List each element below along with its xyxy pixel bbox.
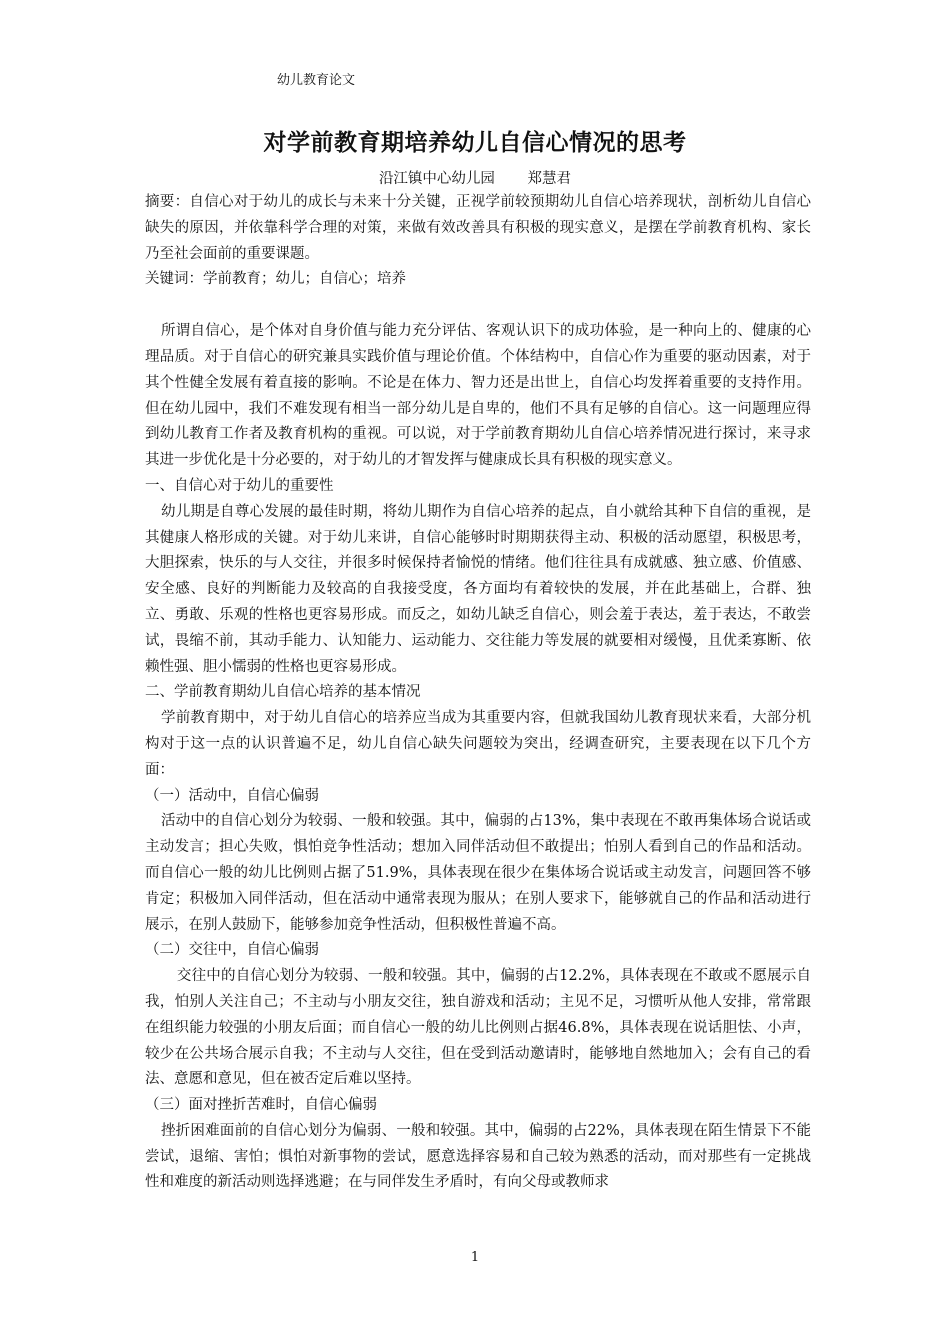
byline xyxy=(0,167,950,188)
school-name: 沿江镇中心幼儿园 xyxy=(378,171,495,187)
page-number: 1 xyxy=(470,1250,480,1265)
paper-body xyxy=(145,190,811,1196)
subsection-heading: （三）面对挫折苦难时，自信心偏弱 xyxy=(145,1097,377,1114)
section-heading: 一、自信心对于幼儿的重要性 xyxy=(145,477,334,494)
intro-paragraph: 所谓自信心，是个体对自身价值与能力充分评估、客观认识下的成功体验，是一种向上的、健康的心理品质。对于自信心的研究兼具实践价值与理论价值。个体结构中，自信心作为重要的驱动因素，对于其个性健全发展有着直接的影响。不论是在体力、智力还是出世上，自信心均发挥着重要的支持作用。但在幼儿园中，我们不难发现有相当一部分幼儿是自卑的，他们不具有足够的自信心。这一问题理应得到幼儿教育工作者及教育机构的重视。可以说，对于学前教育期幼儿自信心培养情况进行探讨，来寻求其进一步优化是十分必要的，对于幼儿的才智发挥与健康成长具有积极的现实意义。 xyxy=(145,323,811,469)
author-name: 郑慧君 xyxy=(527,171,572,187)
abstract: 摘要：自信心对于幼儿的成长与未来十分关键，正视学前较预期幼儿自信心培养现状，剖析幼儿自信心缺失的原因，并依靠科学合理的对策，来做有效改善具有积极的现实意义，是摆在学前教育机构、家长乃至社会面前的重要课题。 xyxy=(145,194,811,262)
paragraph-gap xyxy=(145,293,811,319)
subsection-paragraph: 活动中的自信心划分为较弱、一般和较强。其中，偏弱的占13%，集中表现在不敢再集体场合说话或主动发言；担心失败，惧怕竞争性活动；想加入同伴活动但不敢提出；怕别人看到自己的作品和活动。而自信心一般的幼儿比例则占据了51.9%，具体表现在很少在集体场合说话或主动发言，问题回答不够肯定；积极加入同伴活动，但在活动中通常表现为服从；在别人要求下，能够就自己的作品和活动进行展示，在别人鼓励下，能够参加竞争性活动，但积极性普遍不高。 xyxy=(145,813,811,933)
subsection-heading: （一）活动中，自信心偏弱 xyxy=(145,787,319,804)
section-paragraph: 幼儿期是自尊心发展的最佳时期，将幼儿期作为自信心培养的起点，自小就给其种下自信的重视，是其健康人格形成的关键。对于幼儿来讲，自信心能够时时期期获得主动、积极的活动愿望，积极思考，大胆探索，快乐的与人交往，并很多时候保持者愉悦的情绪。他们往往具有成就感、独立感、价值感、安全感、良好的判断能力及较高的自我接受度，各方面均有着较快的发展，并在此基础上，合群、独立、勇敢、乐观的性格也更容易形成。而反之，如幼儿缺乏自信心，则会羞于表达，羞于表达，不敢尝试，畏缩不前，其动手能力、认知能力、运动能力、交往能力等发展的就要相对缓慢，且优柔寡断、依赖性强、胆小懦弱的性格也更容易形成。 xyxy=(145,503,811,675)
subsection-paragraph: 挫折困难面前的自信心划分为偏弱、一般和较强。其中，偏弱的占22%，具体表现在陌生情景下不能尝试，退缩、害怕；惧怕对新事物的尝试，愿意选择容易和自己较为熟悉的活动，而对那些有一定挑战性和难度的新活动则选择逃避；在与同伴发生矛盾时，有向父母或教师求 xyxy=(145,1122,811,1191)
keywords: 关键词：学前教育；幼儿；自信心；培养 xyxy=(145,271,406,288)
subsection-paragraph: 交往中的自信心划分为较弱、一般和较强。其中，偏弱的占12.2%，具体表现在不敢或不愿展示自我，怕别人关注自己；不主动与小朋友交往，独自游戏和活动；主见不足，习惯听从他人安排，常常跟在组织能力较强的小朋友后面；而自信心一般的幼儿比例则占据46.8%，具体表现在说话胆怯、小声，较少在公共场合展示自我；不主动与人交往，但在受到活动邀请时，能够地自然地加入；会有自己的看法、意愿和意见，但在被否定后难以坚持。 xyxy=(145,968,811,1088)
section-heading: 二、学前教育期幼儿自信心培养的基本情况 xyxy=(145,684,421,701)
section-paragraph: 学前教育期中，对于幼儿自信心的培养应当成为其重要内容，但就我国幼儿教育现状来看，大部分机构对于这一点的认识普遍不足，幼儿自信心缺失问题较为突出，经调查研究，主要表现在以下几个方面： xyxy=(145,710,811,778)
paper-title: 对学前教育期培养幼儿自信心情况的思考 xyxy=(263,130,687,156)
running-header: 幼儿教育论文 xyxy=(277,73,356,88)
subsection-heading: （二）交往中，自信心偏弱 xyxy=(145,942,319,959)
